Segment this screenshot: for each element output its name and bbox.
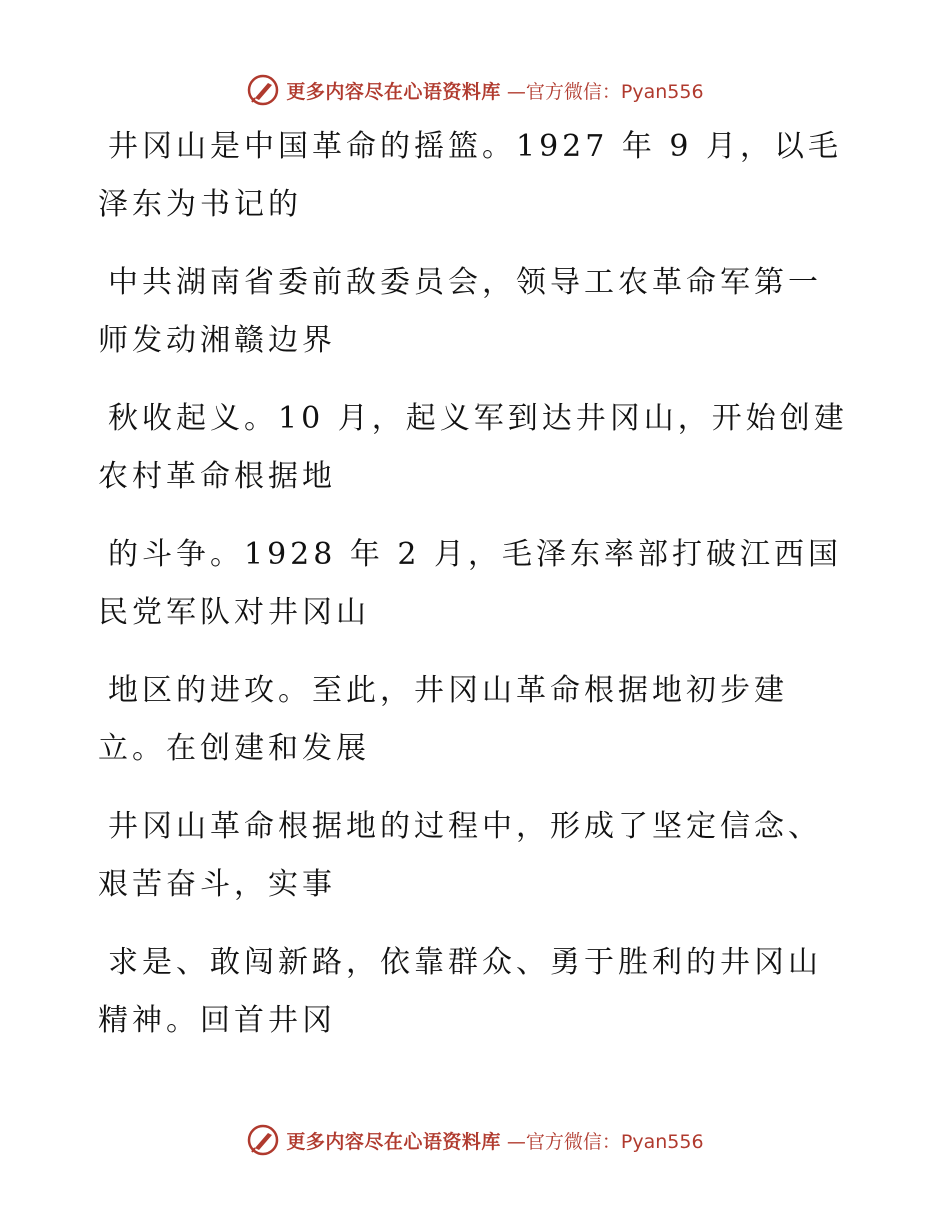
paragraph-line: 师发动湘赣边界 xyxy=(98,323,336,358)
header-banner xyxy=(0,70,950,110)
paragraph-3 xyxy=(98,390,858,506)
document-body xyxy=(98,118,858,1070)
paragraph-line: 地区的进攻。至此，井冈山革命根据地初步建 xyxy=(108,673,788,708)
paragraph-line: 泽东为书记的 xyxy=(98,187,302,222)
quill-pen-icon xyxy=(246,1123,280,1157)
paragraph-1 xyxy=(98,118,858,234)
footer-banner xyxy=(0,1120,950,1160)
paragraph-line: 农村革命根据地 xyxy=(98,459,336,494)
paragraph-line: 中共湖南省委前敌委员会，领导工农革命军第一 xyxy=(108,265,822,300)
paragraph-line: 立。在创建和发展 xyxy=(98,731,370,766)
paragraph-line: 井冈山革命根据地的过程中，形成了坚定信念、 xyxy=(108,809,822,844)
paragraph-4 xyxy=(98,526,858,642)
header-banner-suffix: —官方微信：Pyan556 xyxy=(506,80,704,103)
footer-banner-text: 更多内容尽在心语资料库 xyxy=(286,1130,501,1153)
paragraph-line: 求是、敢闯新路，依靠群众、勇于胜利的井冈山 xyxy=(108,945,822,980)
paragraph-line: 秋收起义。10 月，起义军到达井冈山，开始创建 xyxy=(108,401,848,436)
paragraph-line: 的斗争。1928 年 2 月，毛泽东率部打破江西国 xyxy=(108,537,843,572)
paragraph-7 xyxy=(98,934,858,1050)
paragraph-line: 民党军队对井冈山 xyxy=(98,595,370,630)
paragraph-line: 井冈山是中国革命的摇篮。1927 年 9 月，以毛 xyxy=(108,129,843,164)
paragraph-2 xyxy=(98,254,858,370)
paragraph-6 xyxy=(98,798,858,914)
paragraph-line: 艰苦奋斗，实事 xyxy=(98,867,336,902)
header-banner-text: 更多内容尽在心语资料库 xyxy=(286,80,501,103)
footer-banner-suffix: —官方微信：Pyan556 xyxy=(506,1130,704,1153)
quill-pen-icon xyxy=(246,73,280,107)
paragraph-line: 精神。回首井冈 xyxy=(98,1003,336,1038)
paragraph-5 xyxy=(98,662,858,778)
